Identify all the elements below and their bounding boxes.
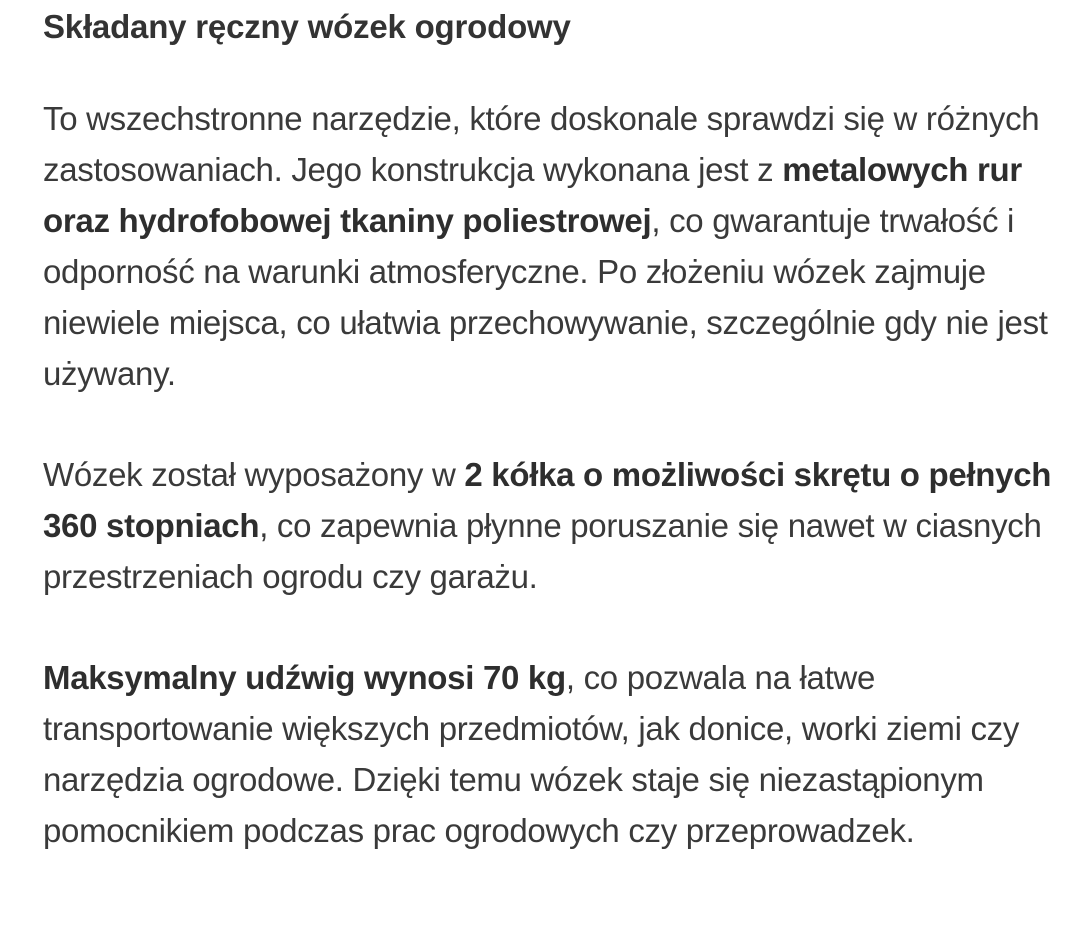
paragraph-text: , co zapewnia płynne poruszanie się nawet w ciasnych przestrzeniach ogrodu czy garażu. <box>43 507 1042 595</box>
description-paragraph-capacity <box>43 652 1053 856</box>
paragraph-bold-text: metalowych rur oraz hydrofobowej tkaniny poliestrowej <box>43 151 1022 239</box>
paragraph-text: , co gwarantuje trwałość i odporność na warunki atmosferyczne. Po złożeniu wózek zajmuje niewiele miejsca, co ułatwia przechowywanie, szczególnie gdy nie jest używany. <box>43 202 1048 392</box>
page-title: Składany ręczny wózek ogrodowy <box>43 8 571 45</box>
paragraph-text: To wszechstronne narzędzie, które doskonale sprawdzi się w różnych zastosowaniach. Jego konstrukcja wykonana jest z <box>43 100 1040 188</box>
paragraph-text: Wózek został wyposażony w <box>43 456 465 493</box>
paragraph-bold-text: Maksymalny udźwig wynosi 70 kg <box>43 659 566 696</box>
description-paragraph-construction <box>43 93 1053 399</box>
product-description <box>43 4 1053 856</box>
paragraph-bold-text: 2 kółka o możliwości skrętu o pełnych 360 stopniach <box>43 456 1052 544</box>
paragraph-text: , co pozwala na łatwe transportowanie większych przedmiotów, jak donice, worki ziemi czy narzędzia ogrodowe. Dzięki temu wózek staje się niezastąpionym pomocnikiem podczas prac ogrodowych czy przeprowadzek. <box>43 659 1020 849</box>
description-paragraph-wheels <box>43 449 1053 602</box>
